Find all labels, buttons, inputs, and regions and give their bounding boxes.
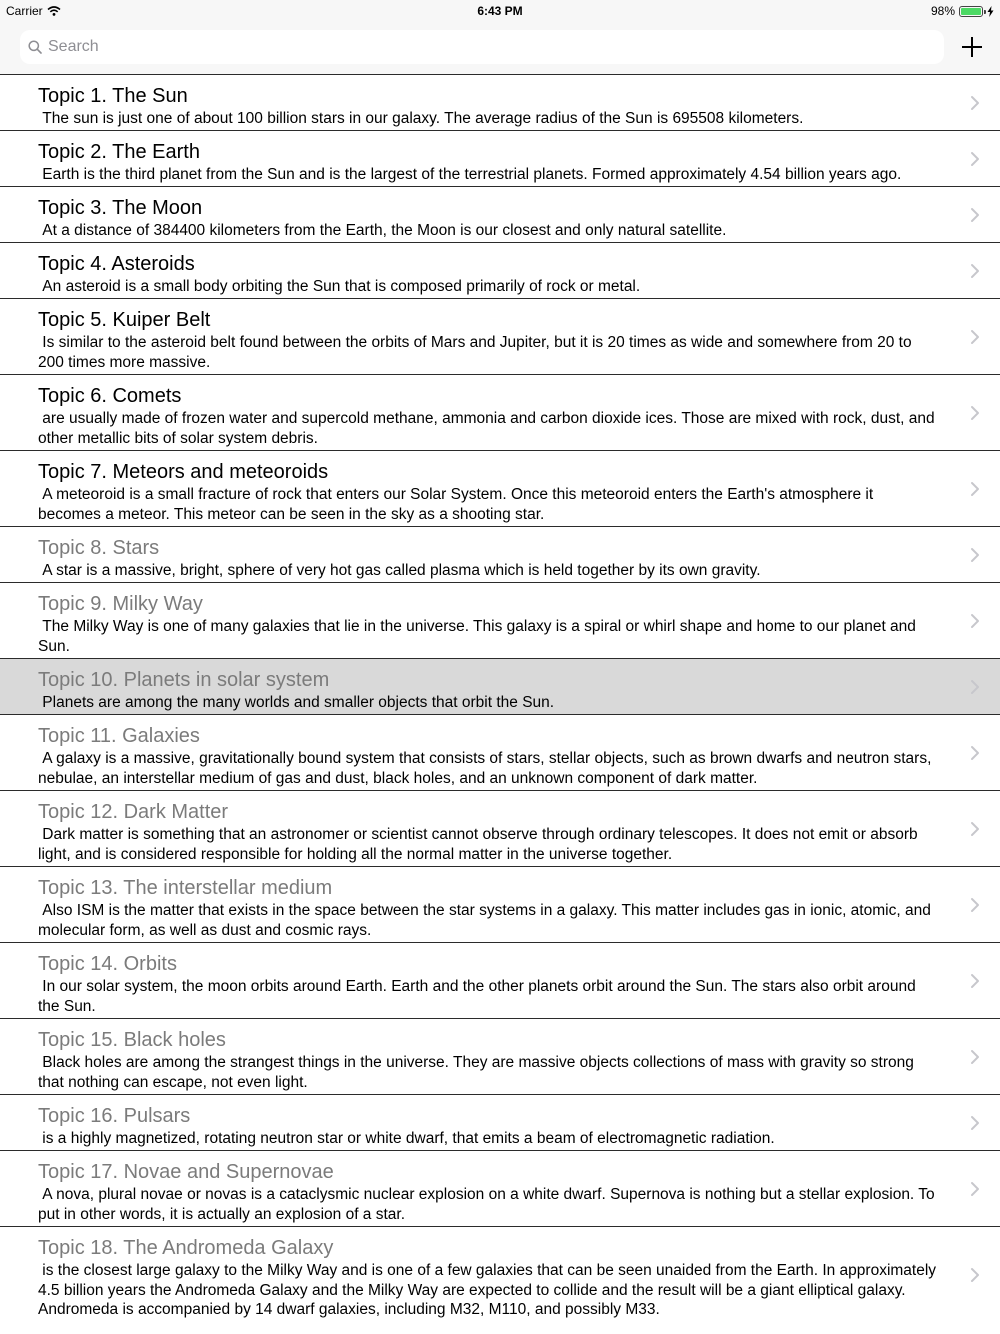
topic-description: is a highly magnetized, rotating neutron star or white dwarf, that emits a beam of electromagnetic radiation. [38,1130,775,1147]
topic-title: Topic 14. Orbits [38,953,177,975]
battery-tip [984,10,986,14]
chevron-right-icon [970,1267,980,1283]
topic-row[interactable] [0,298,1000,374]
topic-title: Topic 1. The Sun [38,85,188,107]
topic-title: Topic 17. Novae and Supernovae [38,1161,334,1183]
topic-title: Topic 7. Meteors and meteoroids [38,461,329,483]
topic-description: In our solar system, the moon orbits around Earth. Earth and the other planets orbit around the Sun. The stars also orbit around the Sun. [38,978,916,1015]
topic-row[interactable] [0,942,1000,1018]
search-icon [28,40,42,54]
topic-row[interactable] [0,1226,1000,1322]
chevron-right-icon [970,329,980,345]
chevron-right-icon [970,821,980,837]
topic-title: Topic 5. Kuiper Belt [38,309,211,331]
topic-row[interactable] [0,526,1000,582]
topic-title: Topic 8. Stars [38,537,160,559]
topic-row[interactable] [0,582,1000,658]
topic-row[interactable] [0,242,1000,298]
chevron-right-icon [970,897,980,913]
topic-row[interactable] [0,74,1000,130]
chevron-right-icon [970,207,980,223]
topic-row[interactable] [0,866,1000,942]
search-field[interactable] [20,30,944,64]
chevron-right-icon [970,1115,980,1131]
topic-row[interactable] [0,714,1000,790]
chevron-right-icon [970,679,980,695]
topic-description: A nova, plural novae or novas is a cataclysmic nuclear explosion on a white dwarf. Supernova is nothing but a stellar explosion. To put in other words, it is actually an explosion of a star. [38,1186,935,1223]
chevron-right-icon [970,481,980,497]
topic-description: A meteoroid is a small fracture of rock that enters our Solar System. Once this meteoroid enters the Earth's atmosphere it becomes a meteor. This meteor can be seen in the sky as a shooting star. [38,486,874,523]
charging-bolt-icon [987,6,994,17]
topic-row[interactable] [0,374,1000,450]
chevron-right-icon [970,263,980,279]
topic-row[interactable] [0,658,1000,714]
topic-title: Topic 12. Dark Matter [38,801,229,823]
topic-row[interactable] [0,790,1000,866]
chevron-right-icon [970,973,980,989]
topic-title: Topic 3. The Moon [38,197,203,219]
topic-row[interactable] [0,1094,1000,1150]
topic-row[interactable] [0,450,1000,526]
topic-title: Topic 4. Asteroids [38,253,195,275]
status-bar [0,0,1000,22]
topic-title: Topic 16. Pulsars [38,1105,191,1127]
chevron-right-icon [970,95,980,111]
topic-title: Topic 11. Galaxies [38,725,200,747]
battery-level-fill [961,8,981,15]
topic-description: The sun is just one of about 100 billion stars in our galaxy. The average radius of the Sun is 695508 kilometers. [38,110,804,127]
topic-title: Topic 10. Planets in solar system [38,669,330,691]
battery-icon [959,6,983,17]
topic-description: is the closest large galaxy to the Milky Way and is one of a few galaxies that can be seen unaided from the Earth. In approximately 4.5 billion years the Andromeda Galaxy and the Milky Way are expected to collide and the result will be a giant elliptical galaxy. Andromeda is accompanied by 14 dwarf galaxies, including M32, M110, and possibly M33. [38,1262,937,1318]
topic-description: The Milky Way is one of many galaxies that lie in the universe. This galaxy is a spiral or whirl shape and home to our planet and Sun. [38,618,916,655]
topic-title: Topic 15. Black holes [38,1029,226,1051]
topic-row[interactable] [0,1150,1000,1226]
chevron-right-icon [970,1181,980,1197]
topic-description: An asteroid is a small body orbiting the Sun that is composed primarily of rock or metal. [38,278,641,295]
topic-row[interactable] [0,1018,1000,1094]
search-bar [0,22,1000,74]
chevron-right-icon [970,745,980,761]
topic-description: Dark matter is something that an astronomer or scientist cannot observe through ordinary telescopes. It does not emit or absorb light, and is considered responsible for holding all the normal matter in the universe together. [38,826,918,863]
topic-title: Topic 13. The interstellar medium [38,877,333,899]
topic-title: Topic 6. Comets [38,385,182,407]
topic-row[interactable] [0,186,1000,242]
topic-description: Planets are among the many worlds and smaller objects that orbit the Sun. [38,694,555,711]
topic-description: Is similar to the asteroid belt found between the orbits of Mars and Jupiter, but it is 20 times as wide and somewhere from 20 to 200 times more massive. [38,334,912,371]
chevron-right-icon [970,151,980,167]
chevron-right-icon [970,613,980,629]
topic-description: Earth is the third planet from the Sun and is the largest of the terrestrial planets. Formed approximately 4.54 billion years ago. [38,166,902,183]
topic-description: Also ISM is the matter that exists in the space between the star systems in a galaxy. This matter includes gas in ionic, atomic, and molecular form, as well as dust and cosmic rays. [38,902,931,939]
topic-description: A galaxy is a massive, gravitationally bound system that consists of stars, stellar objects, such as brown dwarfs and neutron stars, nebulae, an interstellar medium of gas and dust, black holes, and an unknown component of dark matter. [38,750,932,787]
search-input[interactable] [48,30,944,64]
topic-description: At a distance of 384400 kilometers from the Earth, the Moon is our closest and only natural satellite. [38,222,727,239]
topic-list [0,74,1000,1322]
topic-description: A star is a massive, bright, sphere of very hot gas called plasma which is held together by its own gravity. [38,562,761,579]
battery-percent: 98% [930,4,955,18]
topic-title: Topic 9. Milky Way [38,593,203,615]
topic-row[interactable] [0,130,1000,186]
add-button[interactable] [958,33,986,61]
carrier-label: Carrier [6,4,43,18]
clock: 6:43 PM [477,4,523,18]
topic-title: Topic 18. The Andromeda Galaxy [38,1237,334,1259]
battery-area [931,4,994,18]
topic-title: Topic 2. The Earth [38,141,200,163]
chevron-right-icon [970,405,980,421]
topic-description: are usually made of frozen water and supercold methane, ammonia and carbon dioxide ices. Those are mixed with rock, dust, and other metallic bits of solar system debris. [38,410,935,447]
topic-description: Black holes are among the strangest things in the universe. They are massive objects collections of mass with gravity so strong that nothing can escape, not even light. [38,1054,914,1091]
chevron-right-icon [970,1049,980,1065]
chevron-right-icon [970,547,980,563]
